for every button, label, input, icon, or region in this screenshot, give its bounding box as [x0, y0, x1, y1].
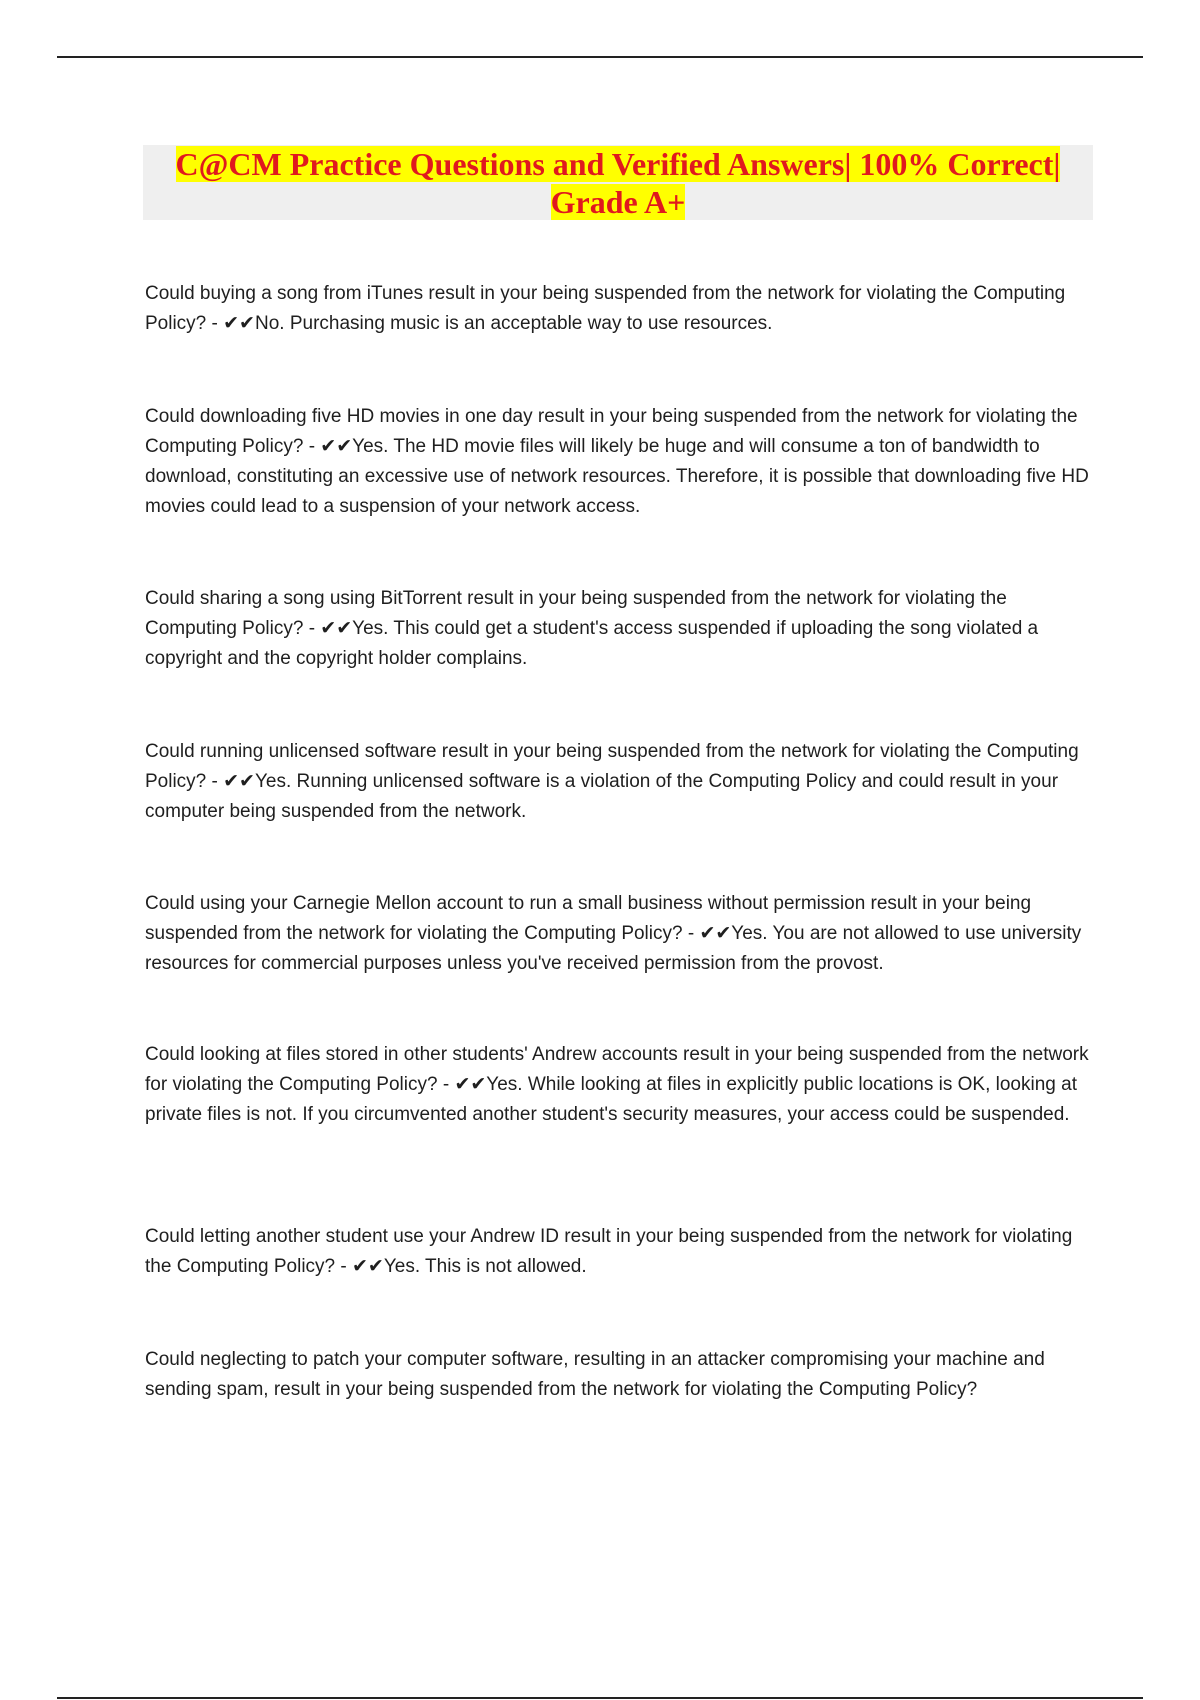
answer-text: Yes. While looking at files in explicitly public locations is OK, looking at private files is not. If you circumvented another student's security measures, your access could be suspended. — [145, 1074, 1077, 1125]
title-band — [143, 145, 1093, 220]
check-mark: ✔✔ — [320, 436, 353, 457]
check-mark: ✔✔ — [223, 771, 255, 792]
qa-item-8 — [145, 1345, 1100, 1405]
answer-text: Yes. This is not allowed. — [383, 1256, 587, 1277]
question-text: Could downloading five HD movies in one day result in your being suspended from the network for violating the Computing Policy? - — [145, 406, 1078, 457]
question-text: Could running unlicensed software result in your being suspended from the network for violating the Computing Policy? - — [145, 741, 1079, 792]
question-text: Could neglecting to patch your computer software, resulting in an attacker compromising your machine and sending spam, result in your being suspended from the network for violating the Computing Policy? — [145, 1349, 1045, 1400]
answer-text: Yes. You are not allowed to use university resources for commercial purposes unless you've received permission from the provost. — [145, 923, 1082, 974]
footer-rule — [57, 1697, 1143, 1699]
qa-item-2 — [145, 402, 1100, 522]
answer-text: Yes. The HD movie files will likely be huge and will consume a ton of bandwidth to download, constituting an excessive use of network resources. Therefore, it is possible that downloading five HD movies could lead to a suspension of your network access. — [145, 436, 1089, 517]
qa-item-3 — [145, 584, 1100, 674]
question-text: Could looking at files stored in other students' Andrew accounts result in your being suspended from the network for violating the Computing Policy? - — [145, 1044, 1089, 1095]
qa-item-4 — [145, 737, 1100, 827]
header-rule — [57, 56, 1143, 58]
check-mark: ✔✔ — [699, 923, 732, 944]
question-text: Could letting another student use your Andrew ID result in your being suspended from the network for violating the Computing Policy? - — [145, 1226, 1073, 1277]
answer-text: Yes. Running unlicensed software is a violation of the Computing Policy and could result in your computer being suspended from the network. — [145, 771, 1059, 822]
check-mark: ✔✔ — [320, 618, 353, 639]
question-text: Could sharing a song using BitTorrent result in your being suspended from the network for violating the Computing Policy? - — [145, 588, 1007, 639]
answer-text: Yes. This could get a student's access suspended if uploading the song violated a copyright and the copyright holder complains. — [145, 618, 1039, 669]
title-line-2: Grade A+ — [550, 184, 686, 220]
document-title — [143, 145, 1093, 221]
qa-item-5 — [145, 889, 1100, 979]
qa-item-1 — [145, 279, 1100, 339]
title-line-1: C@CM Practice Questions and Verified Answers| 100% Correct| — [175, 146, 1061, 182]
check-mark: ✔✔ — [223, 313, 255, 334]
question-text: Could buying a song from iTunes result in your being suspended from the network for violating the Computing Policy? - — [145, 283, 1066, 334]
check-mark: ✔✔ — [454, 1074, 487, 1095]
check-mark: ✔✔ — [352, 1256, 384, 1277]
qa-item-7 — [145, 1222, 1100, 1282]
answer-text: No. Purchasing music is an acceptable way to use resources. — [254, 313, 773, 334]
question-text: Could using your Carnegie Mellon account to run a small business without permission result in your being suspended from the network for violating the Computing Policy? - — [145, 893, 1032, 944]
qa-item-6 — [145, 1040, 1100, 1130]
